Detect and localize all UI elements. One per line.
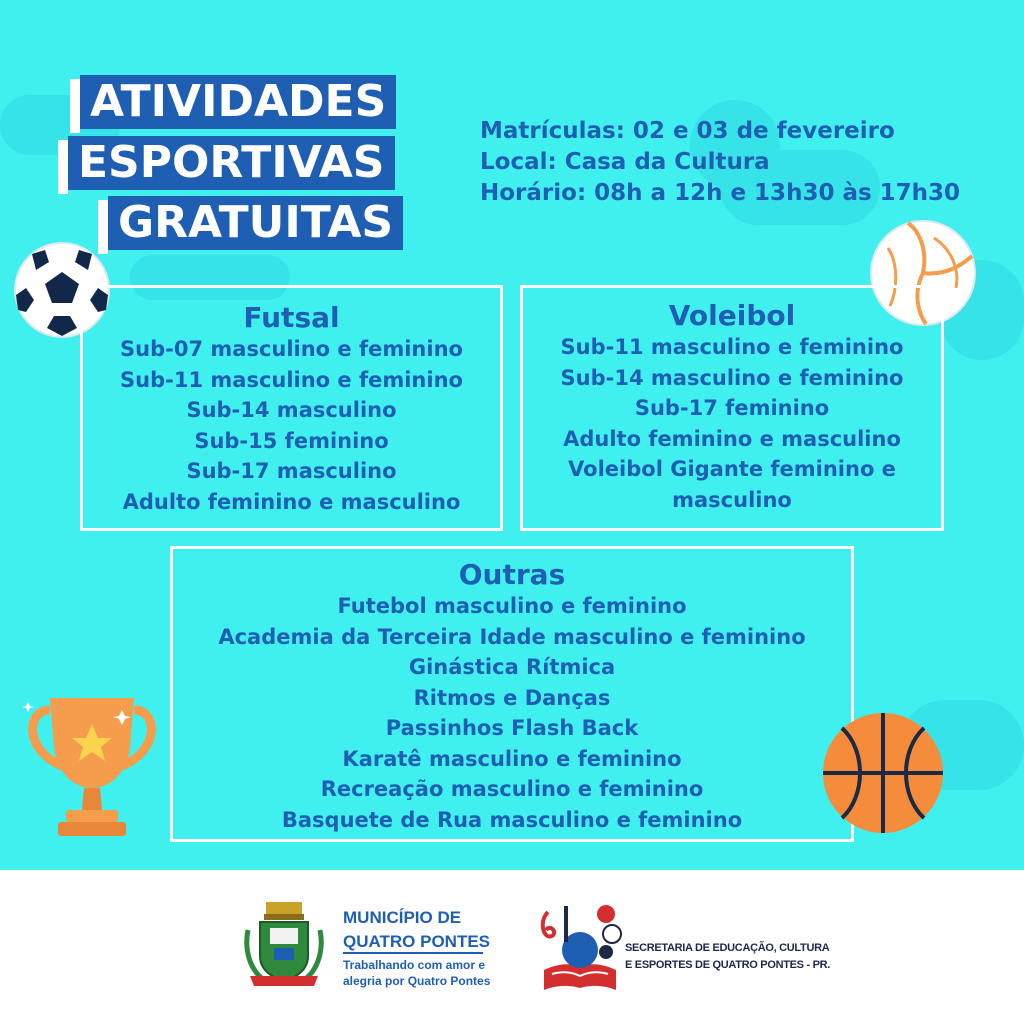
municipio-line-1: MUNICÍPIO DE [343, 908, 462, 927]
list-item: Sub-11 masculino e feminino [120, 367, 463, 392]
list-item: Sub-14 masculino [186, 398, 397, 422]
list-item: Sub-15 feminino [194, 428, 389, 453]
list-item: Sub-17 masculino [186, 459, 397, 483]
outras-heading: Outras [458, 558, 566, 591]
list-item: Sub-17 feminino [634, 396, 830, 420]
list-item: Voleibol Gigante feminino e [568, 457, 896, 481]
list-item: Sub-07 masculino e feminino [120, 337, 463, 361]
secretaria-line-2: E ESPORTES DE QUATRO PONTES - PR. [625, 959, 831, 971]
title-line-2: ESPORTIVAS [68, 136, 395, 190]
basketball-icon [820, 710, 946, 836]
list-item: masculino [672, 487, 792, 512]
municipio-line-2: QUATRO PONTES [343, 932, 491, 951]
list-item: Academia da Terceira Idade masculino e feminino [218, 624, 806, 649]
list-item: Adulto feminino e masculino [122, 489, 461, 514]
list-item: Futebol masculino e feminino [337, 594, 687, 618]
voleibol-box [520, 285, 944, 531]
list-item: Sub-14 masculino e feminino [560, 365, 904, 390]
secretaria-line-1: SECRETARIA DE EDUCAÇÃO, CULTURA [625, 942, 830, 954]
title-line-1: ATIVIDADES [80, 75, 396, 129]
coat-of-arms-icon [244, 900, 324, 990]
footer [0, 870, 1024, 1024]
municipio-name [343, 906, 490, 954]
list-item: Passinhos Flash Back [385, 716, 639, 740]
secretaria-name [625, 940, 830, 974]
list-item: Recreação masculino e feminino [320, 777, 704, 801]
voleibol-heading: Voleibol [668, 299, 796, 332]
list-item: Basquete de Rua masculino e feminino [281, 807, 743, 832]
list-item: Karatê masculino e feminino [342, 746, 682, 771]
secretaria-logo-icon [534, 900, 626, 995]
enrollment-info [480, 116, 960, 209]
list-item: Ginástica Rítmica [408, 655, 616, 679]
outras-box [170, 546, 854, 842]
futsal-heading: Futsal [243, 301, 340, 334]
title-line-3: GRATUITAS [108, 196, 403, 250]
list-item: Ritmos e Danças [413, 685, 611, 710]
list-item: Adulto feminino e masculino [563, 426, 901, 451]
municipio-slogan [343, 957, 490, 989]
trophy-icon [22, 688, 162, 840]
divider [343, 952, 483, 954]
horario-text: Horário: 08h a 12h e 13h30 às 17h30 [480, 180, 961, 206]
matriculas-text: Matrículas: 02 e 03 de fevereiro [480, 118, 895, 144]
futsal-box [80, 285, 503, 531]
list-item: Sub-11 masculino e feminino [560, 335, 904, 359]
local-text: Local: Casa da Cultura [480, 149, 770, 175]
slogan-line-1: Trabalhando com amor e [343, 958, 486, 972]
slogan-line-2: alegria por Quatro Pontes [343, 974, 491, 988]
